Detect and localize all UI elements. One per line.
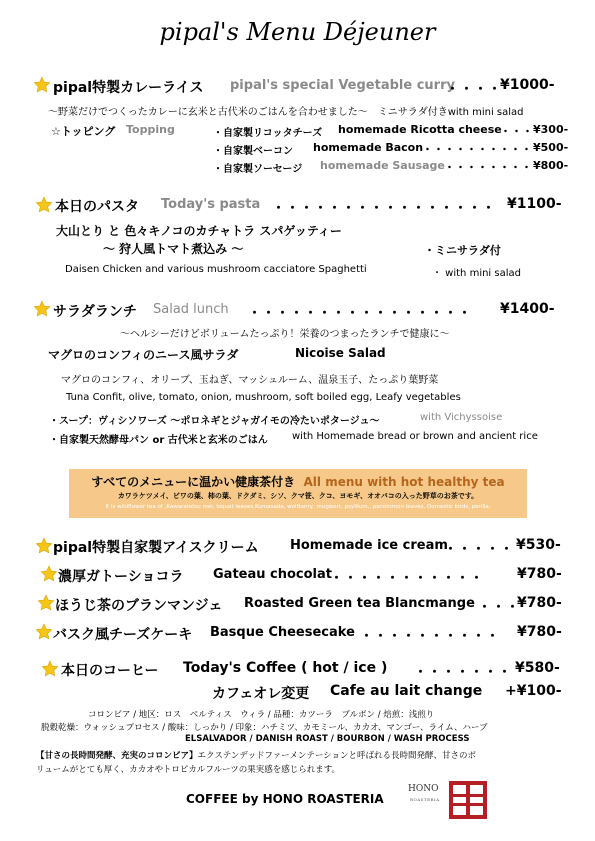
hono-logo-mark-icon <box>449 781 487 819</box>
salad-dish-jp: マグロのコンフィのニース風サラダ <box>48 348 239 362</box>
latte-price: +¥100- <box>505 683 562 699</box>
topping-ricotta-jp: ・自家製リコッタチーズ <box>213 128 323 139</box>
salad-tagline: 〜ヘルシーだけどボリュームたっぷり！栄養のつまったランチで健康に〜 <box>120 329 450 340</box>
curry-price: ¥1000- <box>500 77 555 93</box>
salad-soup-jp: ・スープ：ヴィシソワーズ 〜ポロネギとジャガイモの冷たいポタージュ〜 <box>49 416 380 427</box>
dessert-ice-cream-dots: ・・・・・ <box>444 542 515 557</box>
dessert-ice-cream-price: ¥530- <box>516 537 561 553</box>
topping-ricotta-price: ¥300- <box>533 123 569 136</box>
dessert-cheesecake-jp: バスク風チーズケーキ <box>53 627 193 643</box>
dessert-cheesecake-en: Basque Cheesecake <box>210 625 355 640</box>
page-title: pipal's Menu Déjeuner <box>159 18 436 46</box>
topping-sausage-dots: ・・・・・・・・ <box>444 161 532 174</box>
salad-soup-en: with Vichyssoise <box>420 412 503 423</box>
salad-dots: ・・・・・・・・・・・・・・・・ <box>248 306 473 321</box>
salad-name-en: Salad lunch <box>153 302 229 317</box>
hono-logo-subtext: ROASTERIA <box>410 797 440 802</box>
salad-price: ¥1400- <box>500 301 555 317</box>
dessert-cheesecake-price: ¥780- <box>517 624 562 640</box>
topping-sausage-en: homemade Sausage <box>320 159 445 172</box>
dessert-gateau-price: ¥780- <box>517 566 562 582</box>
tea-title <box>69 473 527 490</box>
star-icon <box>33 76 51 94</box>
pasta-price: ¥1100- <box>507 196 562 212</box>
dessert-blancmange-jp: ほうじ茶のブランマンジェ <box>55 598 223 614</box>
curry-name-jp: pipal特製カレーライス <box>53 80 204 96</box>
star-icon <box>40 565 58 583</box>
coffee-note-bold: 【甘さの長時間発酵、充実のコロンビア】 <box>36 751 198 761</box>
hono-logo-text: HONO <box>408 784 439 794</box>
salad-ingredients-jp: マグロのコンフィ、オリーブ、玉ねぎ、マッシュルーム、温泉玉子、たっぷり葉野菜 <box>61 375 439 386</box>
pasta-salad-en: ・ with mini salad <box>432 268 521 279</box>
star-icon <box>33 300 51 318</box>
coffee-price: ¥580- <box>515 660 560 676</box>
pasta-dots: ・・・・・・・・・・・・・・・・ <box>272 201 497 216</box>
dessert-ice-cream-jp: pipal特製自家製アイスクリーム <box>53 540 259 556</box>
coffee-detail-1: コロンビア / 地区：ロス ベルティス ウィラ / 品種：カツーラ ブルボン / 焙煎：浅煎り <box>88 710 435 720</box>
coffee-note-1 <box>36 749 476 761</box>
salad-ingredients-en: Tuna Confit, olive, tomato, onion, mushroom, soft boiled egg, Leafy vegetables <box>66 392 461 403</box>
star-icon <box>35 623 53 641</box>
topping-sausage-jp: ・自家製ソーセージ <box>213 164 303 175</box>
salad-name-jp: サラダランチ <box>53 304 137 320</box>
topping-sausage-price: ¥800- <box>533 159 569 172</box>
coffee-detail-2: 脱穀乾燥：ウォッシュプロセス / 酸味：しっかり / 印象：ハチミツ、カモミール、カカオ、マンゴー、ライム、ハーブ <box>41 723 488 733</box>
curry-name-en: pipal's special Vegetable curry <box>230 78 455 93</box>
topping-bacon-price: ¥500- <box>533 141 569 154</box>
coffee-dots: ・・・・・・・ <box>414 665 513 680</box>
coffee-note-2: リュームがとても厚く、カカオやトロピカルフルーツの果実感を感じられます。 <box>36 765 341 775</box>
topping-label-en: Topping <box>126 123 175 136</box>
pasta-name-jp: 本日のパスタ <box>55 199 139 215</box>
tea-ingredients-jp: カワラケツメイ、ビワの葉、柿の葉、ドクダミ、シソ、クマ笹、クコ、ヨモギ、オオバコの入った野草のお茶です。 <box>117 492 479 500</box>
dessert-cheesecake-dots: ・・・・・・・・・・ <box>360 629 501 644</box>
dessert-gateau-jp: 濃厚ガトーショコラ <box>58 569 184 585</box>
dessert-ice-cream-en: Homemade ice cream <box>290 538 448 553</box>
tea-title-en: All menu with hot healthy tea <box>303 475 505 489</box>
tea-ingredients-en: It is wildflower tea of ,Kawaratetsu mei, loquat leaves,Kumasada, wolfberry, mugwort, psyllium,, persimmon leaves, Domestic birds, perilla, <box>105 504 491 510</box>
star-icon <box>41 660 59 678</box>
pasta-dish-line2: 〜 狩人風トマト煮込み 〜 <box>103 242 244 256</box>
star-icon <box>37 594 55 612</box>
tea-title-jp: すべてのメニューに温かい健康茶付き <box>91 475 296 489</box>
coffee-detail-3: ELSALVADOR / DANISH ROAST / BOURBON / WASH PROCESS <box>185 734 470 744</box>
coffee-note-rest: エクステンデッドファーメンテーションと呼ばれる長時間発酵、甘さのボ <box>197 751 476 761</box>
topping-ricotta-en: homemade Ricotta cheese <box>338 123 502 136</box>
dessert-blancmange-price: ¥780- <box>517 595 562 611</box>
topping-bacon-dots: ・・・・・・・・・・ <box>422 143 532 156</box>
curry-description: 〜野菜だけでつくったカレーに玄米と古代米のごはんを合わせました〜 ミニサラダ付きwith mini salad <box>48 107 524 118</box>
star-icon <box>35 537 53 555</box>
salad-dish-en: Nicoise Salad <box>295 346 386 360</box>
footer-credit: COFFEE by HONO ROASTERIA <box>186 792 384 806</box>
dessert-gateau-en: Gateau chocolat <box>213 567 332 582</box>
pasta-dish-line1: 大山とり と 色々キノコのカチャトラ スパゲッティー <box>56 224 342 238</box>
star-icon <box>35 196 53 214</box>
coffee-name-en: Today's Coffee ( hot / ice ) <box>183 660 388 676</box>
pasta-name-en: Today's pasta <box>161 197 261 212</box>
topping-bacon-en: homemade Bacon <box>313 141 424 154</box>
pasta-description-en: Daisen Chicken and various mushroom cacciatore Spaghetti <box>65 264 367 275</box>
dessert-blancmange-dots: ・・・ <box>478 600 521 615</box>
topping-label-jp: ☆トッピング <box>51 125 116 138</box>
latte-jp: カフェオレ変更 <box>212 686 310 702</box>
dessert-gateau-dots: ・・・・・・・・・・・ <box>330 571 485 586</box>
salad-bread-jp: ・自家製天然酵母パン or 古代米と玄米のごはん <box>49 435 268 446</box>
salad-bread-en: with Homemade bread or brown and ancient rice <box>292 431 538 442</box>
topping-ricotta-dots: ・・・ <box>500 125 533 138</box>
latte-en: Cafe au lait change <box>330 683 483 699</box>
coffee-name-jp: 本日のコーヒー <box>61 663 159 679</box>
hono-roasteria-logo <box>449 781 487 819</box>
pasta-salad-jp: ・ミニサラダ付 <box>424 244 501 257</box>
healthy-tea-banner <box>69 469 527 518</box>
curry-dots: ・・・・ <box>446 82 503 97</box>
dessert-blancmange-en: Roasted Green tea Blancmange <box>244 596 475 611</box>
topping-bacon-jp: ・自家製ベーコン <box>213 146 293 157</box>
